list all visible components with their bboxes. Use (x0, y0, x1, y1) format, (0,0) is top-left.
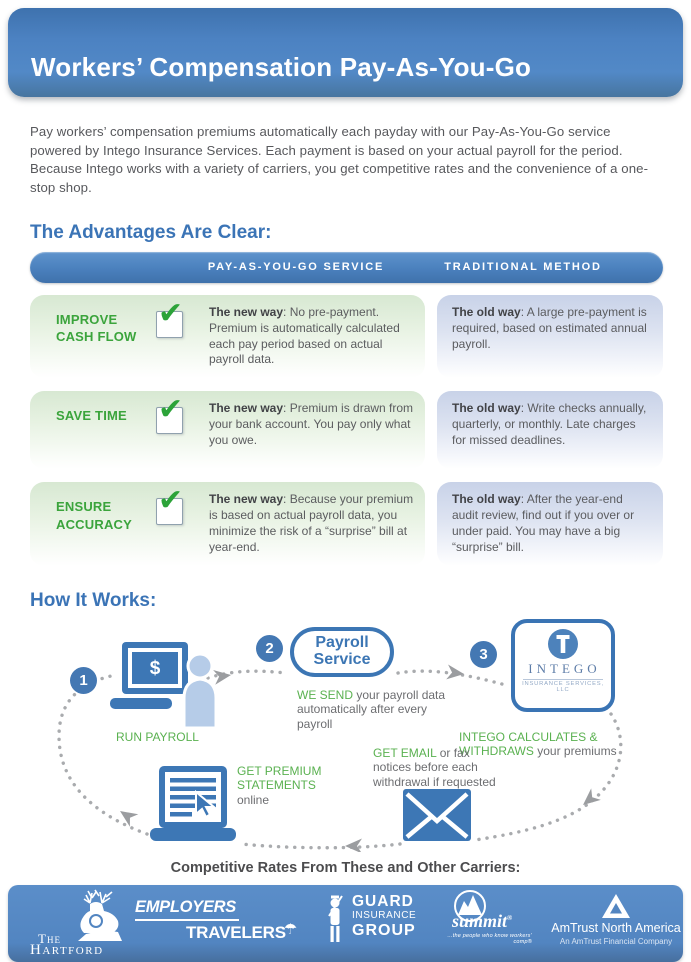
intro-paragraph: Pay workers’ compensation premiums automatically each payday with our Pay-As-You-Go service powered by Intego Insurance Services. Each payment is based on your actual payroll for the period. Because Intego works with a variety of carriers, you get competitive rates and the convenience of a one-stop shop. (30, 124, 649, 196)
summit-reg-mark: ® (507, 913, 513, 922)
get-statements-body: online (237, 792, 270, 807)
stag-icon (66, 889, 130, 941)
old-way-text (452, 492, 648, 555)
intego-subtitle: INSURANCE SERVICES, LLC (522, 680, 604, 693)
intego-divider (523, 679, 603, 680)
hartford-name: Hartford (30, 941, 104, 958)
intego-logo (511, 619, 615, 712)
how-it-works-heading: How It Works: (30, 589, 157, 611)
check-icon: ✔ (158, 483, 184, 519)
new-way-lead: The new way (209, 492, 284, 507)
checkbox-checked-icon (156, 392, 184, 434)
checkbox-checked-icon (156, 295, 184, 338)
new-way-card (30, 482, 425, 565)
checkbox-checked-icon (156, 483, 184, 525)
new-way-card (30, 391, 425, 469)
table-row (30, 482, 663, 565)
carriers-band (8, 885, 683, 962)
check-icon: ✔ (158, 295, 184, 331)
run-payroll-computer-icon (108, 636, 226, 732)
advantages-heading: The Advantages Are Clear: (30, 221, 272, 243)
employers-logo: EMPLOYERS (135, 898, 239, 921)
new-way-card (30, 295, 425, 378)
travelers-name: TRAVELERS (186, 922, 286, 942)
check-icon: ✔ (158, 392, 184, 428)
new-way-body: : Because your premium is based on actual payroll data, you minimize the risk of a “surprise” bill at year-end. (209, 492, 414, 554)
new-way-lead: The new way (209, 304, 284, 319)
guard-line1: GUARD (352, 892, 414, 910)
envelope-icon (403, 789, 471, 841)
statements-laptop-icon (150, 766, 236, 842)
get-email-label (373, 746, 509, 790)
title-banner (8, 8, 683, 97)
payroll-service-line2: Service (313, 650, 371, 668)
advantage-label: ENSURE ACCURACY (56, 499, 132, 532)
amtrust-logo (548, 894, 684, 946)
new-way-text (209, 305, 421, 368)
laptop-icon (150, 766, 236, 842)
table-row (30, 295, 663, 378)
comparison-table-header (30, 252, 663, 283)
old-way-card (437, 482, 663, 565)
summit-name: summit® (452, 910, 513, 931)
amtrust-subtitle: An AmTrust Financial Company (559, 936, 673, 946)
hartford-logo (18, 887, 148, 960)
old-way-text (452, 401, 648, 448)
amtrust-name: AmTrust North America (551, 920, 681, 935)
guard-soldier-icon (325, 894, 347, 948)
summit-tagline: ...the people who know workers’ comp® (447, 932, 532, 945)
we-send-body: your payroll data automatically after every payroll (297, 687, 446, 731)
old-way-body: : A large pre-payment is required, based on estimated annual payroll. (452, 304, 647, 351)
how-it-works-diagram (23, 618, 683, 852)
payroll-service-pill (290, 627, 394, 677)
intego-calculates-body: your premiums (533, 744, 617, 759)
new-way-lead: The new way (209, 401, 284, 416)
guard-logo (325, 894, 416, 948)
old-way-lead: The old way (452, 304, 521, 319)
intego-name: INTEGO (528, 660, 601, 676)
payroll-service-line1: Payroll (315, 634, 369, 652)
email-envelope-icon (403, 789, 471, 841)
run-payroll-label: RUN PAYROLL (116, 729, 199, 744)
get-email-lead: GET EMAIL (373, 745, 437, 760)
page-title: Workers’ Compensation Pay-As-You-Go (31, 52, 532, 82)
hartford-the: The (38, 930, 61, 946)
summit-logo (438, 888, 538, 945)
old-way-lead: The old way (452, 401, 521, 416)
old-way-body: : After the year-end audit review, find out if you over or under paid. You may have a big “surprise” bill. (452, 492, 635, 554)
step-1-badge: 1 (70, 667, 97, 694)
step-3-badge: 3 (470, 641, 497, 668)
guard-line3: GROUP (352, 922, 416, 940)
old-way-body: : Write checks annually, quarterly, or monthly. Late charges for missed deadlines. (452, 401, 647, 447)
old-way-card (437, 391, 663, 469)
dollar-symbol: $ (149, 657, 161, 679)
advantage-label: SAVE TIME (56, 408, 127, 424)
intego-calculates-lead: INTEGO CALCULATES & WITHDRAWS (459, 729, 598, 759)
we-send-lead: WE SEND (297, 687, 354, 702)
step-2-badge: 2 (256, 635, 283, 662)
new-way-body: : Premium is drawn from your bank account. You pay only what you owe. (209, 401, 414, 447)
umbrella-icon: ☂ (283, 919, 298, 938)
new-way-text (209, 401, 421, 448)
get-statements-label (237, 764, 335, 808)
table-row (30, 391, 663, 469)
intego-mark-icon (547, 628, 579, 660)
column-header-paygo: PAY-AS-YOU-GO SERVICE (207, 261, 385, 274)
guard-text (352, 894, 416, 940)
old-way-card (437, 295, 663, 378)
flyer-page (0, 8, 691, 958)
guard-line2: INSURANCE (352, 910, 417, 922)
get-statements-lead: GET PREMIUM STATEMENTS (237, 763, 322, 793)
new-way-text (209, 492, 421, 555)
old-way-text (452, 305, 648, 352)
old-way-lead: The old way (452, 492, 521, 507)
column-header-traditional: TRADITIONAL METHOD (444, 261, 602, 274)
amtrust-mark-icon (602, 894, 630, 918)
new-way-body: : No pre-payment. Premium is automatically calculated each pay period based on actual payroll data. (209, 304, 400, 367)
get-email-body: or fax notices before each withdrawal if requested (373, 745, 496, 789)
we-send-label (297, 688, 449, 732)
carriers-heading: Competitive Rates From These and Other Carriers: (170, 859, 521, 876)
advantage-label: IMPROVE CASH FLOW (56, 311, 137, 345)
